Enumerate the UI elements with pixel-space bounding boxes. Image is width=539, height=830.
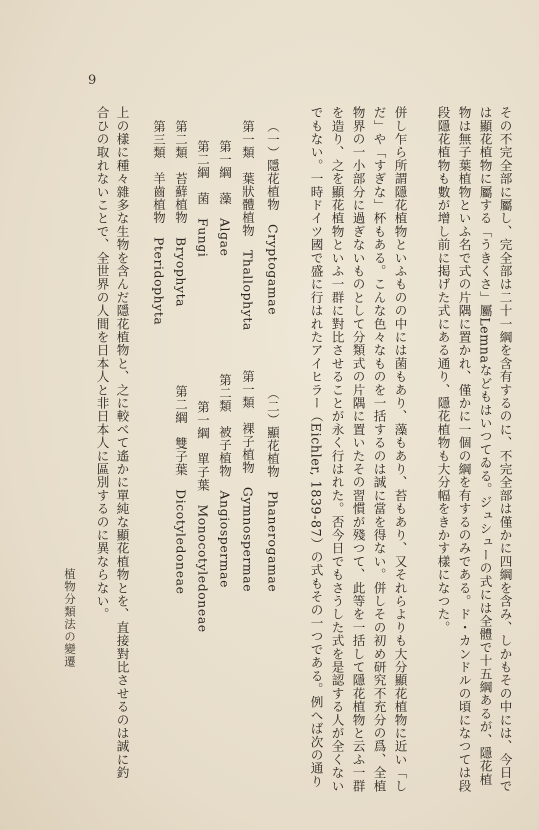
classification-row-3: 第二綱 菌 Fungi 第一綱 單子葉 Monocotyledoneae	[195, 140, 211, 633]
page-number: 9	[88, 73, 97, 88]
classification-row-4: 第二類 苔蘚植物 Bryophyta 第二綱 雙子葉 Dicotyledoneae	[173, 120, 189, 595]
running-head: 植物分類法の變遷	[63, 568, 77, 668]
classification-row-5: 第三類 羊齒植物 Pteridophyta	[151, 120, 167, 326]
text-column-8: を造り、之を顯花植物といふ一群に對比させることが永く行はれた。否今日でもさうした式を是認する人が全くない	[329, 106, 345, 793]
classification-row-2: 第一綱 藻 Algae 第二類 被子植物 Angiospermae	[217, 140, 233, 589]
text-column-final-1: 上の樣に種々雜多な生物を含んだ隱花植物と、之に較べて遙かに單純な顯花植物とを、直接對比させるのは誠に釣	[114, 106, 130, 780]
text-column-9: でもない。一時ドイツ國で盛に行はれたアイヒラー（Eichler, 1839-87）の式もその一つである。例へば次の通り	[308, 106, 324, 789]
text-column-1: その不完全部に屬し、完全部は二十一綱を含有するのに、不完全部は僅かに四綱を含み、しかもその中には、今日で	[497, 106, 513, 793]
text-column-5: 併し乍ら所謂隱花植物といふものの中には菌もあり、藻もあり、苔もあり、又それらよりも大分顯花植物に近い「し	[392, 106, 408, 793]
classification-row-1: 第一類 葉狀體植物 Thallophyta 第一類 裸子植物 Gymnospermae	[240, 120, 256, 593]
text-column-2: は顯花植物に屬する「うきくさ」屬Lemnaなどもはいつてゐる。ジュシューの式には全體で十五綱あるが、隱花植	[477, 106, 493, 786]
classification-header: （一）隱花植物 Cryptogamae （二）顯花植物 Phanerogamae	[265, 120, 281, 593]
text-column-final-2: 合ひの取れないことで、全世界の人間を日本人と非日本人に區別するのに異ならない。	[94, 106, 110, 621]
text-column-7: 物界の一小部分に過ぎないものとして分類式の片隅に置いたその習慣が殘つて、此等を一括して隱花植物と云ふ一群	[350, 106, 366, 793]
text-column-4: 段隱花植物も數が增し前に掲げた式にある通り、隱花植物も大分幅をきかす樣になつた。	[435, 106, 451, 634]
text-column-6: だ」や「すぎな」杯もある。こんな色々なものを一括するのは誠に當を得ない。併しその初め研究不充分の爲、全植	[371, 106, 387, 793]
text-column-3: 物は無子葉植物といふ名で式の片隅に置かれ、僅かに一個の綱を有するのみである。ド・カンドルの頃になつては段	[456, 106, 472, 793]
